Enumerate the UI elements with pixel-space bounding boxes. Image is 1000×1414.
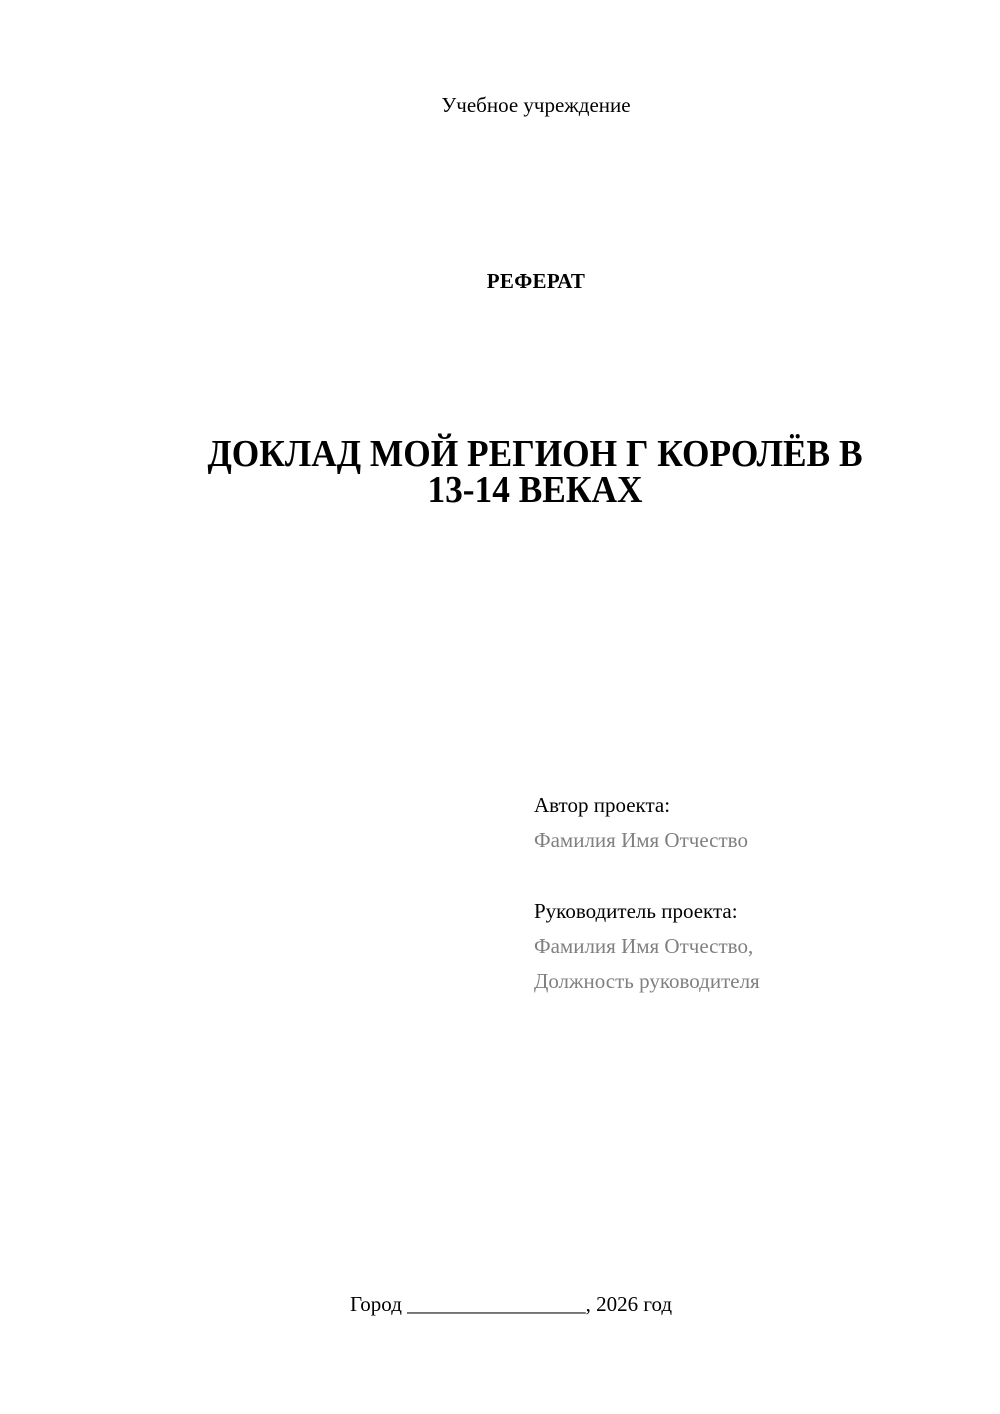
city-label: Город: [350, 1292, 402, 1316]
footer-city-year: [350, 1290, 672, 1318]
document-title-line-2: 13-14 ВЕКАХ: [427, 469, 643, 511]
supervisor-label: Руководитель проекта:: [534, 899, 738, 923]
institution-name: Учебное учреждение: [441, 93, 631, 117]
supervisor-name-placeholder: Фамилия Имя Отчество,: [534, 934, 754, 958]
document-title-line-1: ДОКЛАД МОЙ РЕГИОН Г КОРОЛЁВ В: [207, 433, 863, 475]
author-label: Автор проекта:: [534, 793, 671, 817]
document-title: [177, 433, 893, 511]
city-blank-line: _________________: [407, 1292, 586, 1316]
supervisor-position-placeholder: Должность руководителя: [534, 969, 760, 993]
credits-block: [534, 788, 760, 999]
year-text: , 2026 год: [585, 1292, 673, 1316]
spacer: [534, 858, 760, 894]
author-name-placeholder: Фамилия Имя Отчество: [534, 828, 748, 852]
document-type-heading: РЕФЕРАТ: [486, 269, 586, 293]
